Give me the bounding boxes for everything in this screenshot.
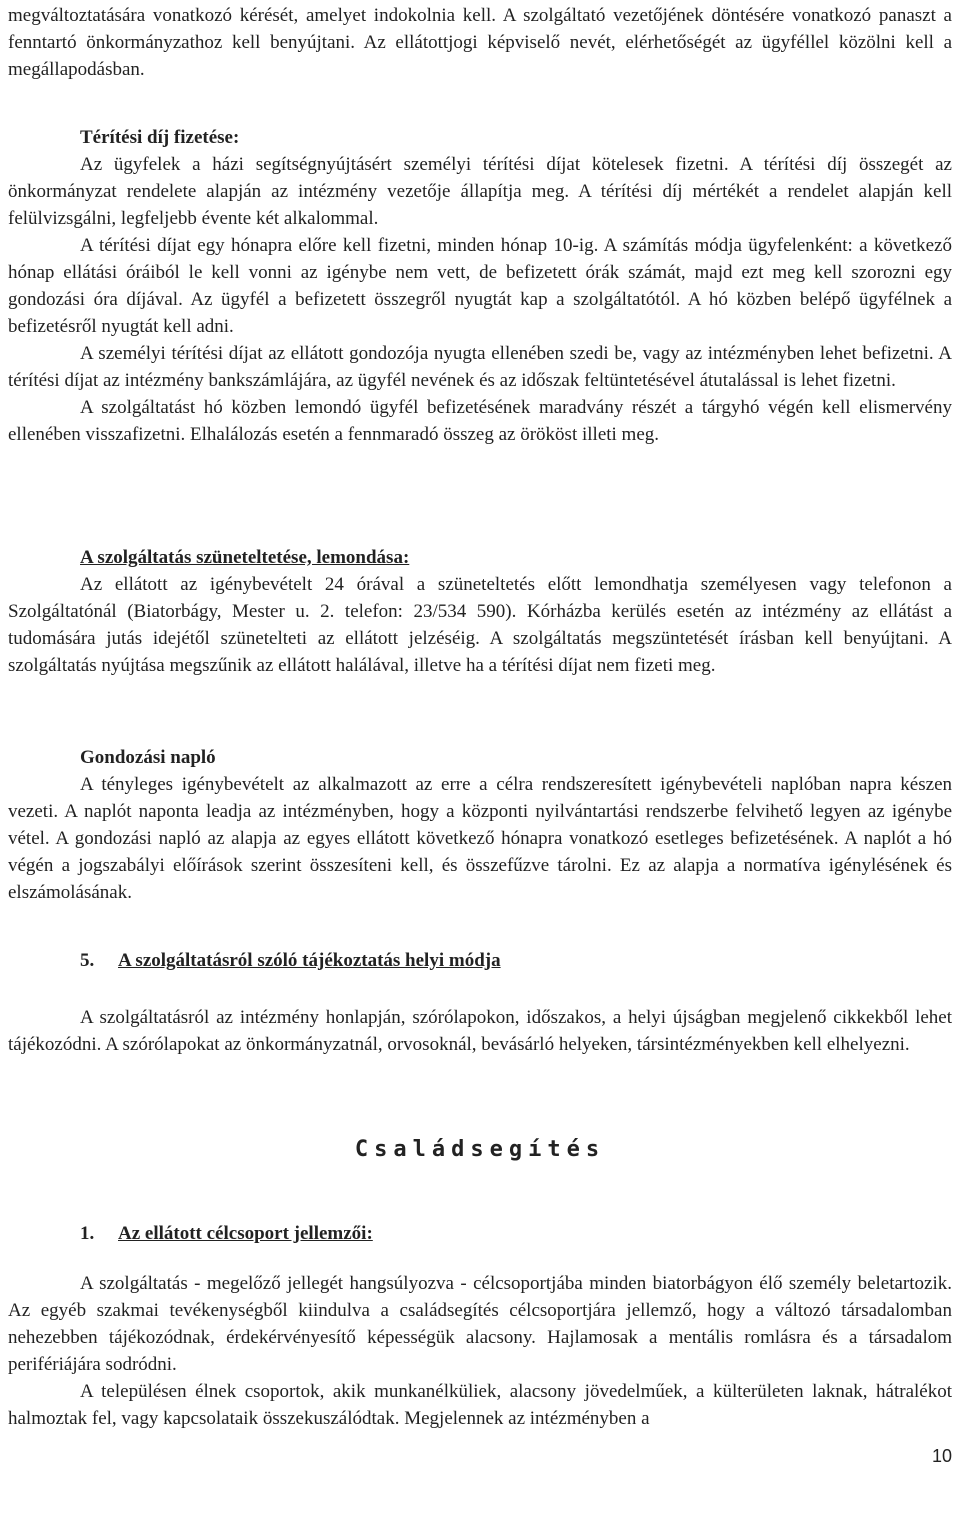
intro-text: megváltoztatására vonatkozó kérését, amelyet indokolnia kell. A szolgáltató vezetőjének döntésére vonatkozó panaszt a fenntartó önkormányzathoz kell benyújtani. Az ellátottjogi képviselő nevét, elérhetőségét az ügyféllel közölni kell a megállapodásban. — [8, 5, 952, 80]
suspension-paragraph-1: Az ellátott az igénybevételt 24 órával a szüneteltetés előtt lemondhatja személyesen vagy telefonon a Szolgáltatónál (Biatorbágy, Mester u. 2. telefon: 23/534 590). Kórházba kerülés esetén az intézmény az ellátást a tudomására jutás idejétől szünetelteti az ellátott jelzéséig. A szolgáltatás megszüntetését írásban kell benyújtani. A szolgáltatás nyújtása megszűnik az ellátott halálával, illetve ha a térítési díjat nem fizeti meg. — [8, 574, 952, 676]
section-1-paragraph-2: A településen élnek csoportok, akik munkanélküliek, alacsony jövedelműek, a külterületen laknak, hátralékot halmoztak fel, vagy kapcsolataik összekuszálódtak. Megjelennek az intézményben a — [8, 1381, 952, 1429]
fee-paragraph-1: Az ügyfelek a házi segítségnyújtásért személyi térítési díjat kötelesek fizetni. A térítési díj összegét az önkormányzat rendelete alapján az intézmény vezetője állapítja meg. A térítési díj mértékét a rendelet alapján kell felülvizsgálni, legfeljebb évente két alkalommal. — [8, 154, 952, 229]
section-5-number: 5. — [80, 950, 95, 971]
suspension-section-body — [8, 571, 952, 679]
intro-paragraph — [8, 2, 952, 83]
log-paragraph-1: A tényleges igénybevételt az alkalmazott az erre a célra rendszeresített igénybevételi naplóban napra készen vezeti. A naplót naponta leadja az intézményben, hogy a központi nyilvántartási rendszerbe felvihető legyen az igénybe vétel. A gondozási napló az alapja az egyes ellátott következő hónapra vonatkozó esetleges befizetésének. A naplót a hó végén a jogszabályi előírások szerint összesíteni kell, és összefűzve tárolni. Ez az alapja a normatíva igénylésének és elszámolásának. — [8, 774, 952, 903]
section-5-body — [8, 1004, 952, 1058]
chapter-title: Családsegítés — [354, 1137, 606, 1162]
fee-section-title: Térítési díj fizetése: — [80, 127, 240, 148]
fee-paragraph-2: A térítési díjat egy hónapra előre kell fizetni, minden hónap 10-ig. A számítás módja ügyfelenként: a következő hónap ellátási óráiból le kell vonni az igénybe nem vett, de befizetett órák számát, majd ezt meg kell szorozni egy gondozási óra díjával. Az ügyfél a befizetett összegről nyugtát kap a szolgáltatótól. A hó közben belépő ügyfélnek a befizetésről nyugtát kell adni. — [8, 235, 952, 337]
fee-paragraph-4: A szolgáltatást hó közben lemondó ügyfél befizetésének maradvány részét a tárgyhó végén kell elismervény ellenében visszafizetni. Elhalálozás esetén a fennmaradó összeg az örököst illeti meg. — [8, 397, 952, 445]
section-1-body — [8, 1270, 952, 1432]
section-5-paragraph-1: A szolgáltatásról az intézmény honlapján, szórólapokon, időszakos, a helyi újságban megjelenő cikkekből lehet tájékozódni. A szórólapokat az önkormányzatnál, orvosoknál, bevásárló helyeken, társintézményekben kell elhelyezni. — [8, 1007, 952, 1055]
section-1-number: 1. — [80, 1223, 95, 1244]
log-section-body — [8, 771, 952, 906]
fee-section-body — [8, 151, 952, 448]
section-1-title: Az ellátott célcsoport jellemzői: — [118, 1223, 373, 1244]
suspension-section-title: A szolgáltatás szüneteltetése, lemondása: — [80, 547, 410, 568]
section-1-paragraph-1: A szolgáltatás - megelőző jellegét hangsúlyozva - célcsoportjába minden biatorbágyon élő személy beletartozik. Az egyéb szakmai tevékenységből kiindulva a családsegítés célcsoportjára jellemző, hogy a változó társadalomban nehezebben tájékozódnak, érdekérvényesítő képességük alacsony. Hajlamosak a mentális romlásra és a társadalom perifériájára sodródni. — [8, 1273, 952, 1375]
page-number: 10 — [931, 1446, 952, 1466]
fee-paragraph-3: A személyi térítési díjat az ellátott gondozója nyugta ellenében szedi be, vagy az intézményben lehet befizetni. A térítési díjat az intézmény bankszámlájára, az ügyfél nevének és az időszak feltüntetésével átutalással is lehet fizetni. — [8, 343, 952, 391]
log-section-title: Gondozási napló — [80, 747, 216, 768]
section-5-title: A szolgáltatásról szóló tájékoztatás helyi módja — [118, 950, 501, 971]
